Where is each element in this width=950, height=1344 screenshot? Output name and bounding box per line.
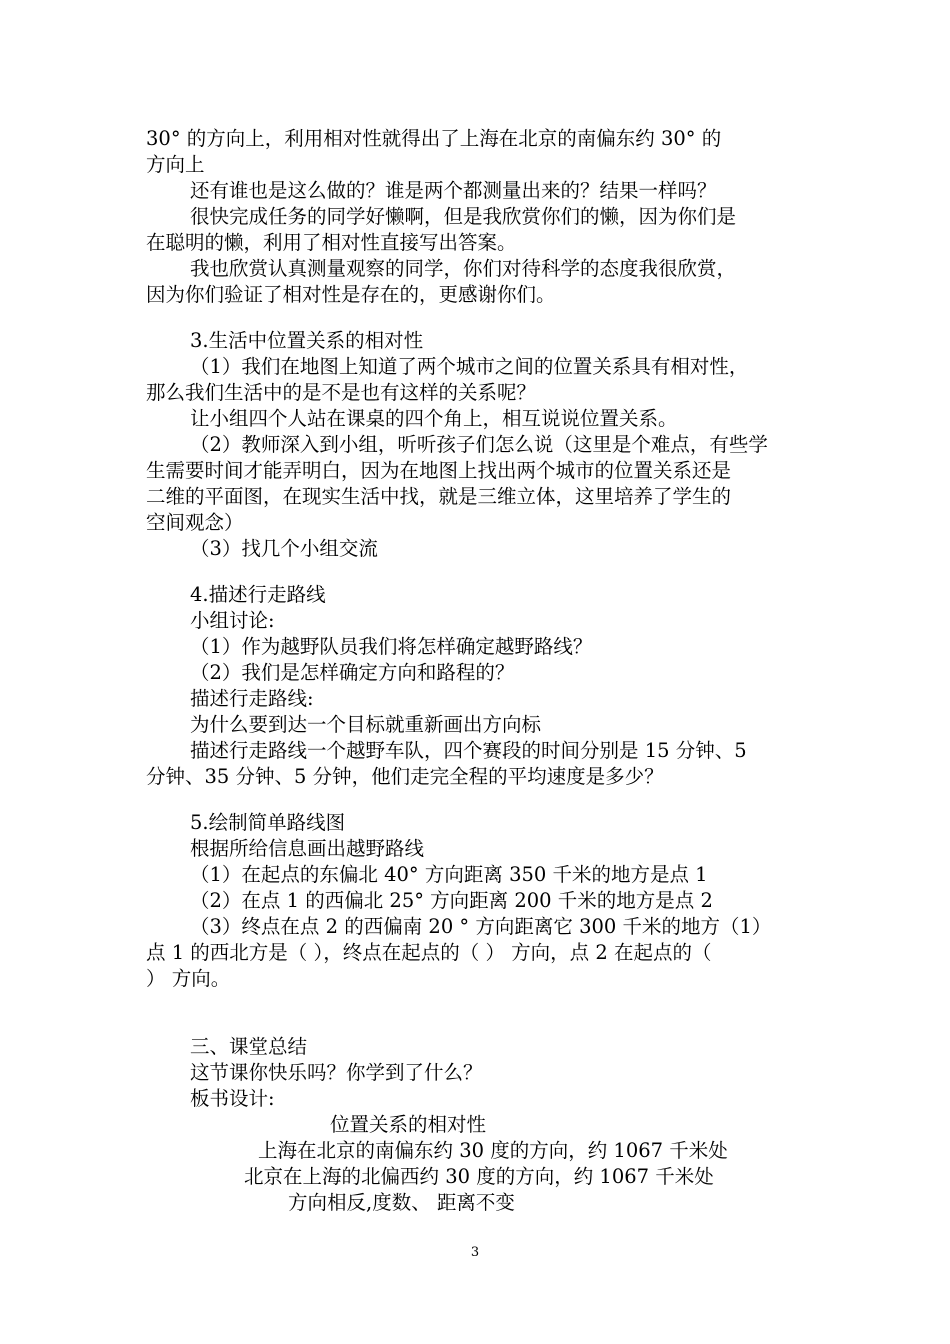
- text-line: 小组讨论:: [190, 609, 275, 632]
- text-line: 很快完成任务的同学好懒啊，但是我欣赏你们的懒，因为你们是: [190, 205, 737, 228]
- section-heading: 4.描述行走路线: [190, 583, 326, 606]
- text-line: 空间观念）: [146, 511, 244, 534]
- text-line: （1）作为越野队员我们将怎样确定越野路线？: [190, 635, 593, 658]
- text-line: 因为你们验证了相对性是存在的，更感谢你们。: [146, 283, 556, 306]
- section-heading: 3.生活中位置关系的相对性: [190, 329, 424, 352]
- text-line: （2）我们是怎样确定方向和路程的？: [190, 661, 515, 684]
- text-line: 生需要时间才能弄明白，因为在地图上找出两个城市的位置关系还是: [146, 459, 732, 482]
- board-line: 上海在北京的南偏东约 30 度的方向，约 1067 千米处: [258, 1139, 728, 1162]
- page-number: 3: [470, 1245, 480, 1260]
- text-line: 为什么要到达一个目标就重新画出方向标: [190, 713, 542, 736]
- section-heading: 5.绘制简单路线图: [190, 811, 346, 834]
- text-line: 分钟、35 分钟、5 分钟，他们走完全程的平均速度是多少？: [146, 765, 664, 788]
- section-heading: 三、课堂总结: [190, 1035, 308, 1058]
- text-line: （3）找几个小组交流: [190, 537, 378, 560]
- text-line: ） 方向。: [146, 967, 231, 990]
- text-line: 描述行走路线:: [190, 687, 314, 710]
- text-line: （1）在起点的东偏北 40° 方向距离 350 千米的地方是点 1: [190, 863, 708, 886]
- text-line: 我也欣赏认真测量观察的同学，你们对待科学的态度我很欣赏，: [190, 257, 737, 280]
- board-title: 位置关系的相对性: [330, 1113, 487, 1136]
- text-line: 在聪明的懒，利用了相对性直接写出答案。: [146, 231, 517, 254]
- text-line: 30° 的方向上，利用相对性就得出了上海在北京的南偏东约 30° 的: [146, 127, 722, 150]
- text-line: 二维的平面图，在现实生活中找，就是三维立体，这里培养了学生的: [146, 485, 732, 508]
- text-line: （1）我们在地图上知道了两个城市之间的位置关系具有相对性，: [190, 355, 749, 378]
- text-line: 还有谁也是这么做的？谁是两个都测量出来的？结果一样吗？: [190, 179, 717, 202]
- text-line: 这节课你快乐吗？你学到了什么？: [190, 1061, 483, 1084]
- text-line: （3）终点在点 2 的西偏南 20 ° 方向距离它 300 千米的地方（1）: [190, 915, 772, 938]
- board-line: 方向相反,度数、 距离不变: [288, 1191, 515, 1214]
- text-line: 方向上: [146, 153, 205, 176]
- text-line: 根据所给信息画出越野路线: [190, 837, 425, 860]
- text-line: 那么我们生活中的是不是也有这样的关系呢？: [146, 381, 537, 404]
- text-line: 板书设计:: [190, 1087, 275, 1110]
- text-line: （2）教师深入到小组，听听孩子们怎么说（这里是个难点，有些学: [190, 433, 768, 456]
- text-line: 点 1 的西北方是（ ），终点在起点的（ ） 方向，点 2 在起点的（: [146, 941, 712, 964]
- text-line: （2）在点 1 的西偏北 25° 方向距离 200 千米的地方是点 2: [190, 889, 713, 912]
- text-line: 描述行走路线一个越野车队，四个赛段的时间分别是 15 分钟、5: [190, 739, 747, 762]
- board-line: 北京在上海的北偏西约 30 度的方向，约 1067 千米处: [244, 1165, 714, 1188]
- text-line: 让小组四个人站在课桌的四个角上，相互说说位置关系。: [190, 407, 678, 430]
